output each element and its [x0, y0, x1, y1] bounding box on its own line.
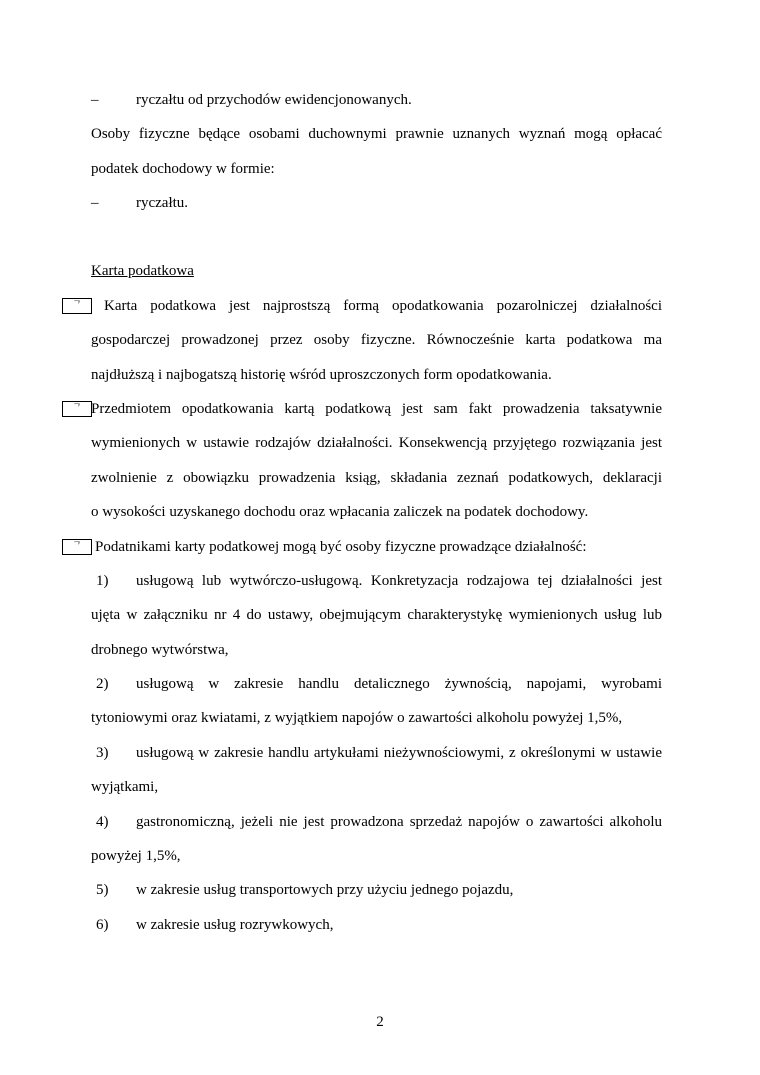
paragraph-line: wymienionych w ustawie rodzajów działalności. Konsekwencją przyjętego rozwiązania jest: [91, 435, 662, 451]
list-item-text: gastronomiczną, jeżeli nie jest prowadzona sprzedaż napojów o zawartości alkoholu: [136, 814, 662, 830]
paragraph-line: Przedmiotem opodatkowania kartą podatkową jest sam fakt prowadzenia taksatywnie: [91, 401, 662, 417]
paragraph-line: Karta podatkowa jest najprostszą formą opodatkowania pozarolniczej działalności: [104, 298, 662, 314]
list-item-text: ryczałtu od przychodów ewidencjonowanych.: [136, 92, 412, 108]
list-item-text: usługową w zakresie handlu detalicznego żywnością, napojami, wyrobami: [136, 676, 662, 692]
comment-marker-icon[interactable]: ᄀ: [62, 539, 92, 555]
list-item-text: usługową lub wytwórczo-usługową. Konkretyzacja rodzajowa tej działalności jest: [136, 573, 662, 589]
list-number: 4): [96, 814, 109, 830]
list-number: 2): [96, 676, 109, 692]
list-number: 3): [96, 745, 109, 761]
list-item-text: w zakresie usług transportowych przy użyciu jednego pojazdu,: [136, 882, 514, 898]
paragraph-line: najdłuższą i najbogatszą historię wśród uproszczonych form opodatkowania.: [91, 367, 552, 383]
list-item-text: ujęta w załączniku nr 4 do ustawy, obejmującym charakterystykę wymienionych usług lub: [91, 607, 662, 623]
paragraph-line: Podatnikami karty podatkowej mogą być osoby fizyczne prowadzące działalność:: [95, 539, 587, 555]
list-number: 5): [96, 882, 109, 898]
list-item-text: w zakresie usług rozrywkowych,: [136, 917, 334, 933]
list-item-text: drobnego wytwórstwa,: [91, 642, 229, 658]
list-item-text: usługową w zakresie handlu artykułami nieżywnościowymi, z określonymi w ustawie: [136, 745, 662, 761]
paragraph-line: podatek dochodowy w formie:: [91, 161, 275, 177]
list-number: 1): [96, 573, 109, 589]
list-item-text: wyjątkami,: [91, 779, 159, 795]
comment-marker-icon[interactable]: ᄀ: [62, 401, 92, 417]
paragraph-line: zwolnienie z obowiązku prowadzenia ksiąg, składania zeznań podatkowych, deklaracji: [91, 470, 662, 486]
comment-marker-icon[interactable]: ᄀ: [62, 298, 92, 314]
list-item-text: ryczałtu.: [136, 195, 189, 211]
paragraph-line: o wysokości uzyskanego dochodu oraz wpłacania zaliczek na podatek dochodowy.: [91, 504, 589, 520]
page-number: 2: [376, 1014, 384, 1030]
list-item-text: powyżej 1,5%,: [91, 848, 181, 864]
paragraph-line: gospodarczej prowadzonej przez osoby fizyczne. Równocześnie karta podatkowa ma: [91, 332, 662, 348]
list-item-text: tytoniowymi oraz kwiatami, z wyjątkiem napojów o zawartości alkoholu powyżej 1,5%,: [91, 710, 623, 726]
paragraph-line: Osoby fizyczne będące osobami duchownymi prawnie uznanych wyznań mogą opłacać: [91, 126, 662, 142]
list-number: 6): [96, 917, 109, 933]
list-dash: –: [91, 195, 99, 211]
section-heading: Karta podatkowa: [91, 263, 194, 279]
list-dash: –: [91, 92, 99, 108]
